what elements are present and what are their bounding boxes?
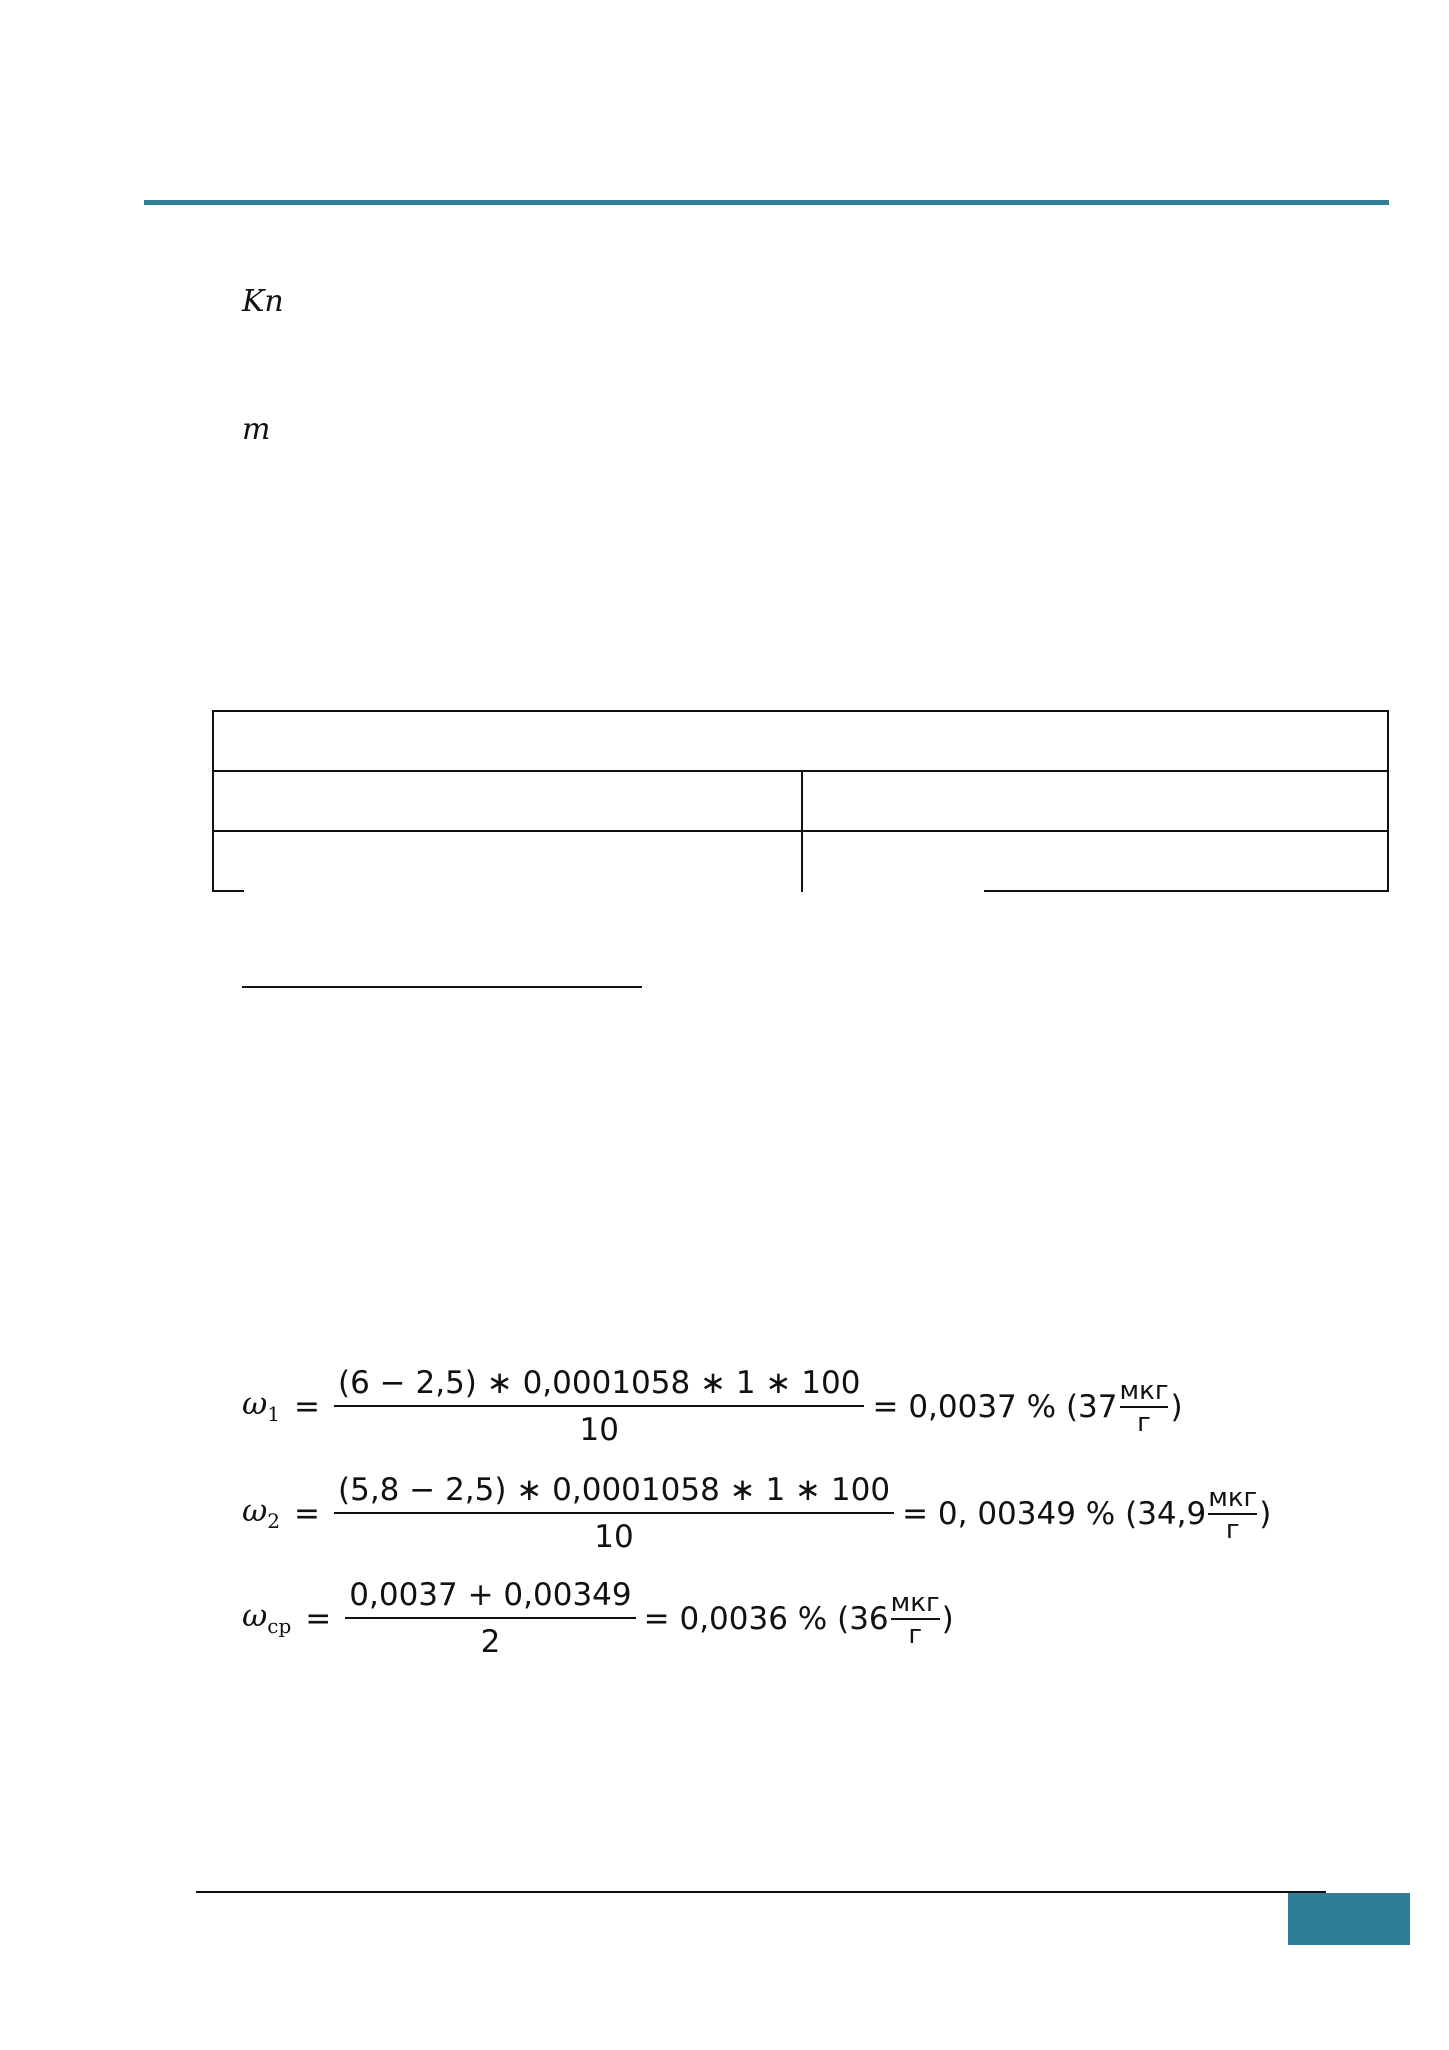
text-underline — [242, 986, 642, 988]
unit-fraction: мкг г — [890, 1588, 940, 1650]
table-bottom-edge-right — [984, 890, 1389, 892]
table-cell-r1c1 — [212, 770, 803, 832]
table-cell-r1c2 — [801, 770, 1389, 832]
data-table — [212, 710, 1389, 892]
equation-result: = 0, 00349 % (34,9 — [902, 1495, 1207, 1532]
equation-lhs: $\omega_1$ — [242, 1386, 281, 1427]
equation-omega-1: $\omega_1$ = $\frac{(6 - 2,5) ∗ 0,0001058 ∗ 1 ∗ 100}{10}$ = 0,0037 % (37 мкг г ) — [242, 1365, 1183, 1448]
table-header-cell — [212, 710, 1389, 772]
unit-fraction: мкг г — [1208, 1483, 1258, 1545]
equation-result: = 0,0036 % (36 — [643, 1600, 889, 1637]
equation-fraction: $\frac{0,0037 + 0,00349}{2}$ — [345, 1580, 635, 1658]
equation-fraction: $\frac{(6 - 2,5) ∗ 0,0001058 ∗ 1 ∗ 100}{10}$ — [334, 1368, 864, 1446]
variable-kn: Kn — [242, 284, 284, 319]
table-cell-r2c2 — [801, 830, 1389, 892]
equation-omega-2: $\omega_2$ = $\frac{(5,8 - 2,5) ∗ 0,0001058 ∗ 1 ∗ 100}{10}$ = 0, 00349 % (34,9 мкг г ) — [242, 1472, 1272, 1555]
equation-lhs: $\omega_{ср}$ — [242, 1598, 292, 1639]
equation-fraction: $\frac{(5,8 - 2,5) ∗ 0,0001058 ∗ 1 ∗ 100}{10}$ — [334, 1475, 894, 1553]
equation-lhs: $\omega_2$ — [242, 1493, 281, 1534]
footer-rule — [196, 1891, 1326, 1893]
table-bottom-edge-left — [212, 890, 244, 892]
variable-m: m — [242, 412, 271, 447]
table-cell-r2c1 — [212, 830, 803, 892]
equation-result: = 0,0037 % (37 — [872, 1388, 1118, 1425]
unit-fraction: мкг г — [1119, 1376, 1169, 1438]
header-rule — [144, 200, 1389, 205]
equation-omega-avg: $\omega_{ср}$ = $\frac{0,0037 + 0,00349}{2}$ = 0,0036 % (36 мкг г ) — [242, 1577, 954, 1660]
page-number-box — [1288, 1893, 1410, 1945]
